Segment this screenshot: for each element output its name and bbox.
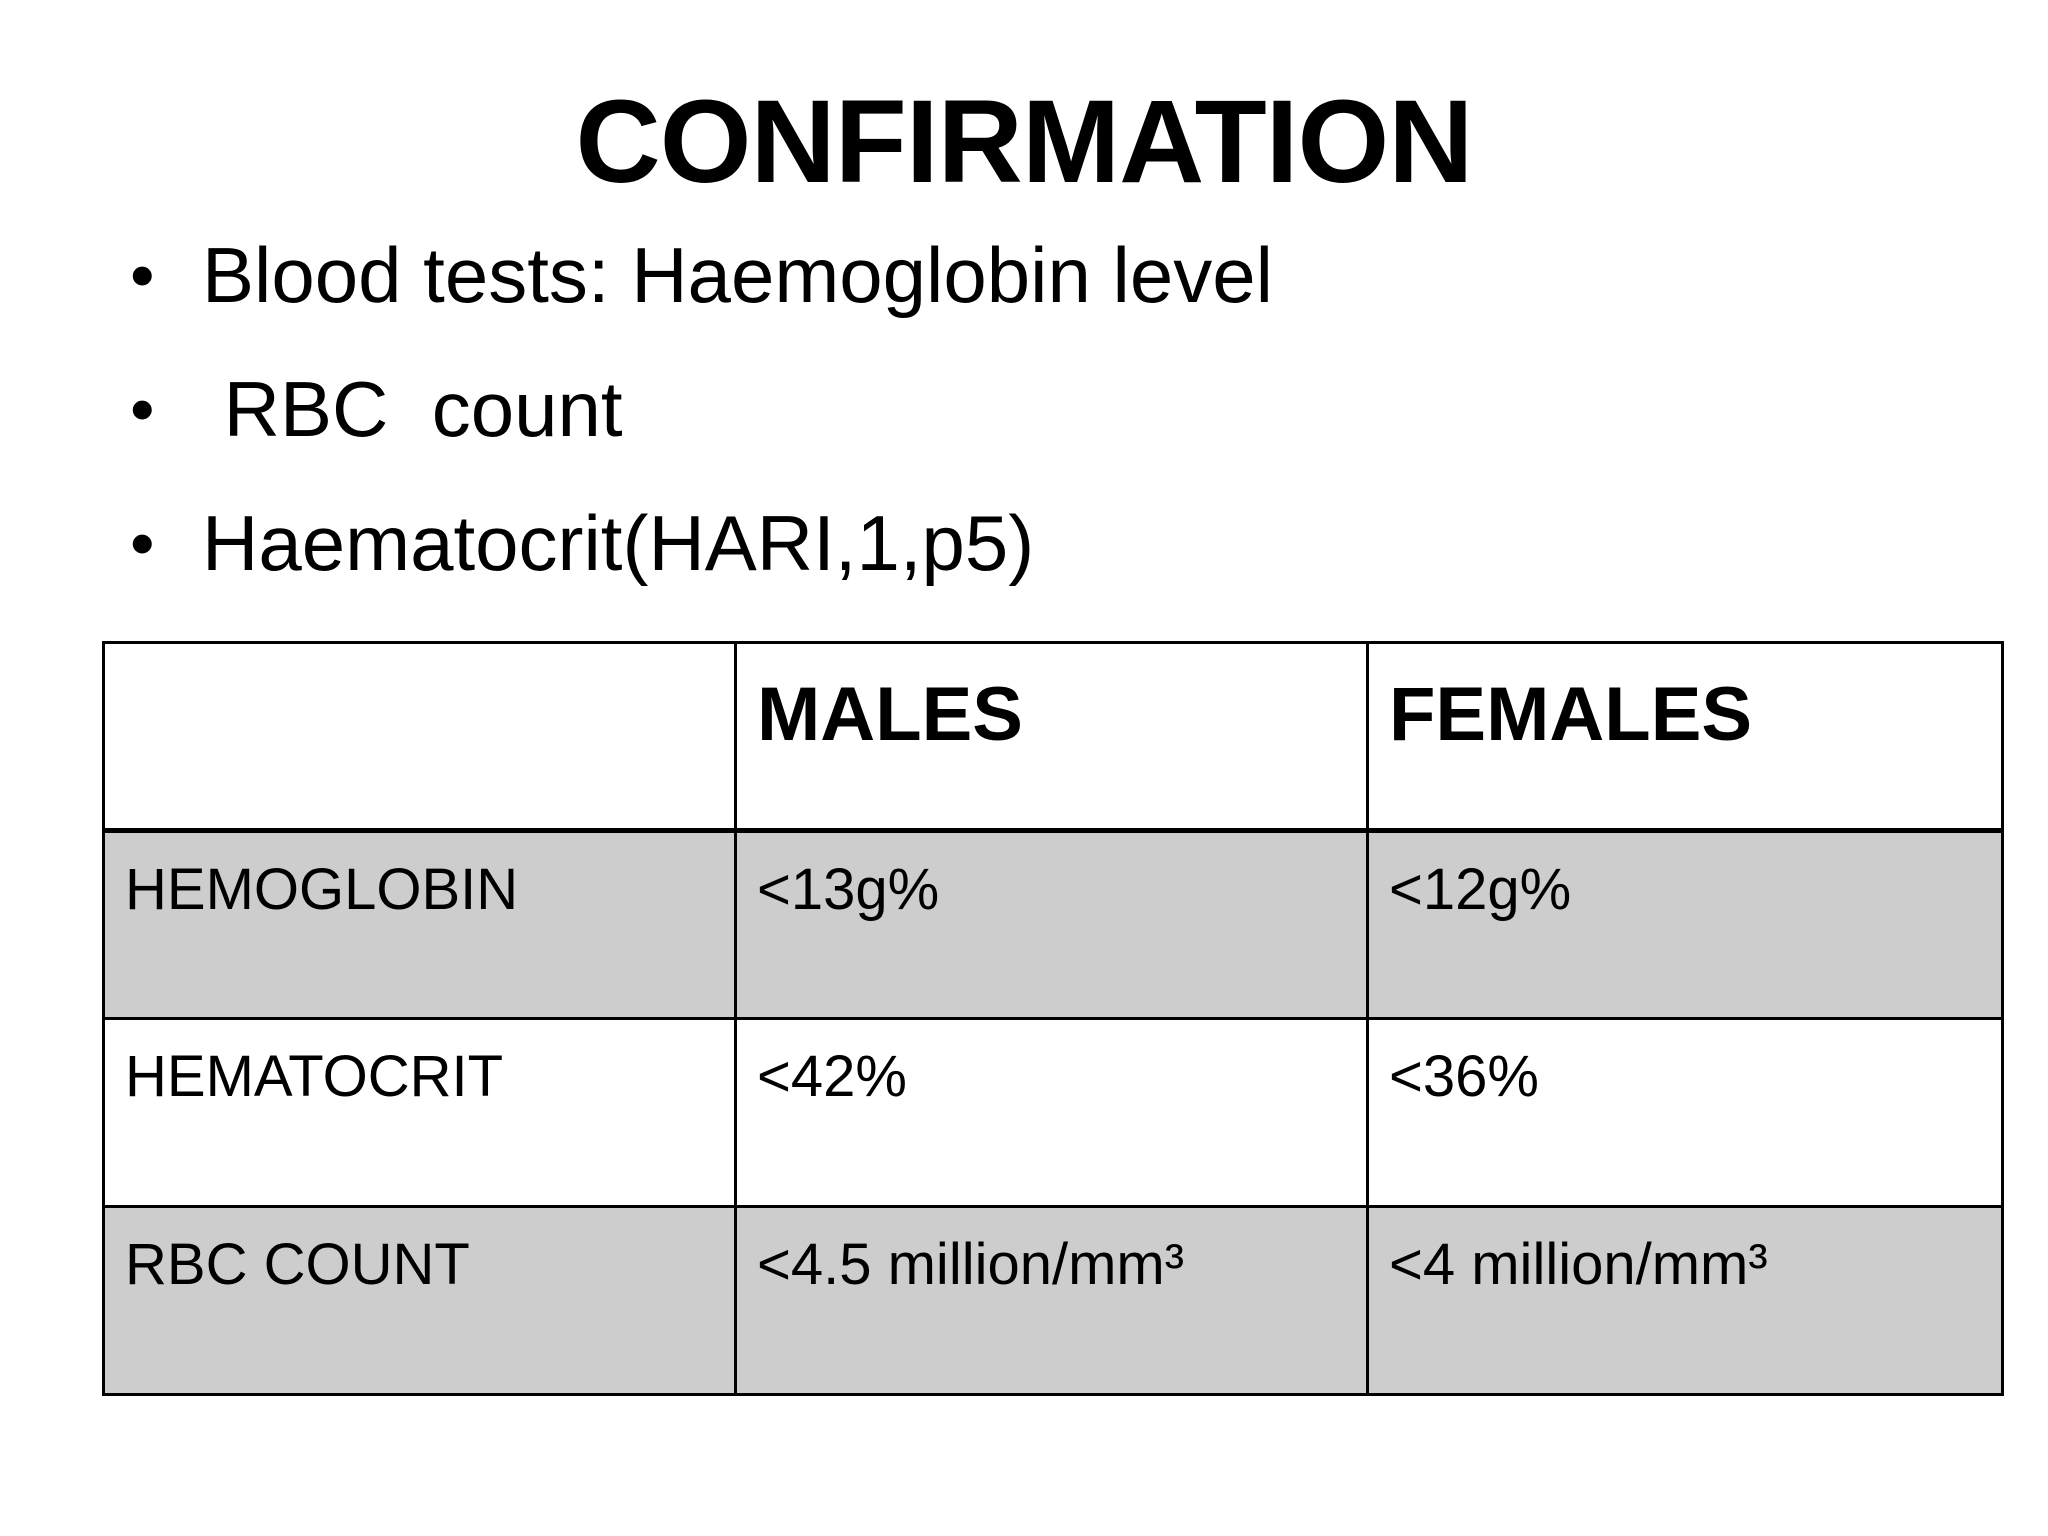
table-header-row [104, 643, 2003, 831]
bullet-text: Blood tests: Haemoglobin level [202, 231, 1273, 319]
table-row [104, 831, 2003, 1019]
females-value-cell: <4 million/mm³ [1368, 1207, 2003, 1395]
females-value-cell: <36% [1368, 1019, 2003, 1207]
header-cell-males: MALES [736, 643, 1368, 831]
slide-title: CONFIRMATION [575, 76, 1473, 208]
bullet-item [118, 488, 1818, 622]
table-row [104, 1207, 2003, 1395]
table-row [104, 1019, 2003, 1207]
males-value-cell: <13g% [736, 831, 1368, 1019]
bullet-icon: • [130, 236, 155, 314]
row-label-cell: HEMOGLOBIN [104, 831, 736, 1019]
reference-table [102, 641, 2004, 1396]
males-value-cell: <42% [736, 1019, 1368, 1207]
males-value-cell: <4.5 million/mm³ [736, 1207, 1368, 1395]
row-label-cell: RBC COUNT [104, 1207, 736, 1395]
row-label-cell: HEMATOCRIT [104, 1019, 736, 1207]
bullet-icon: • [130, 504, 155, 582]
bullet-text: Haematocrit(HARI,1,p5) [202, 499, 1035, 587]
header-cell-females: FEMALES [1368, 643, 2003, 831]
bullet-text: RBC count [202, 365, 623, 453]
females-value-cell: <12g% [1368, 831, 2003, 1019]
header-cell-empty [104, 643, 736, 831]
bullet-item [118, 354, 1818, 488]
bullet-list [118, 220, 1818, 622]
bullet-item [118, 220, 1818, 354]
bullet-icon: • [130, 370, 155, 448]
